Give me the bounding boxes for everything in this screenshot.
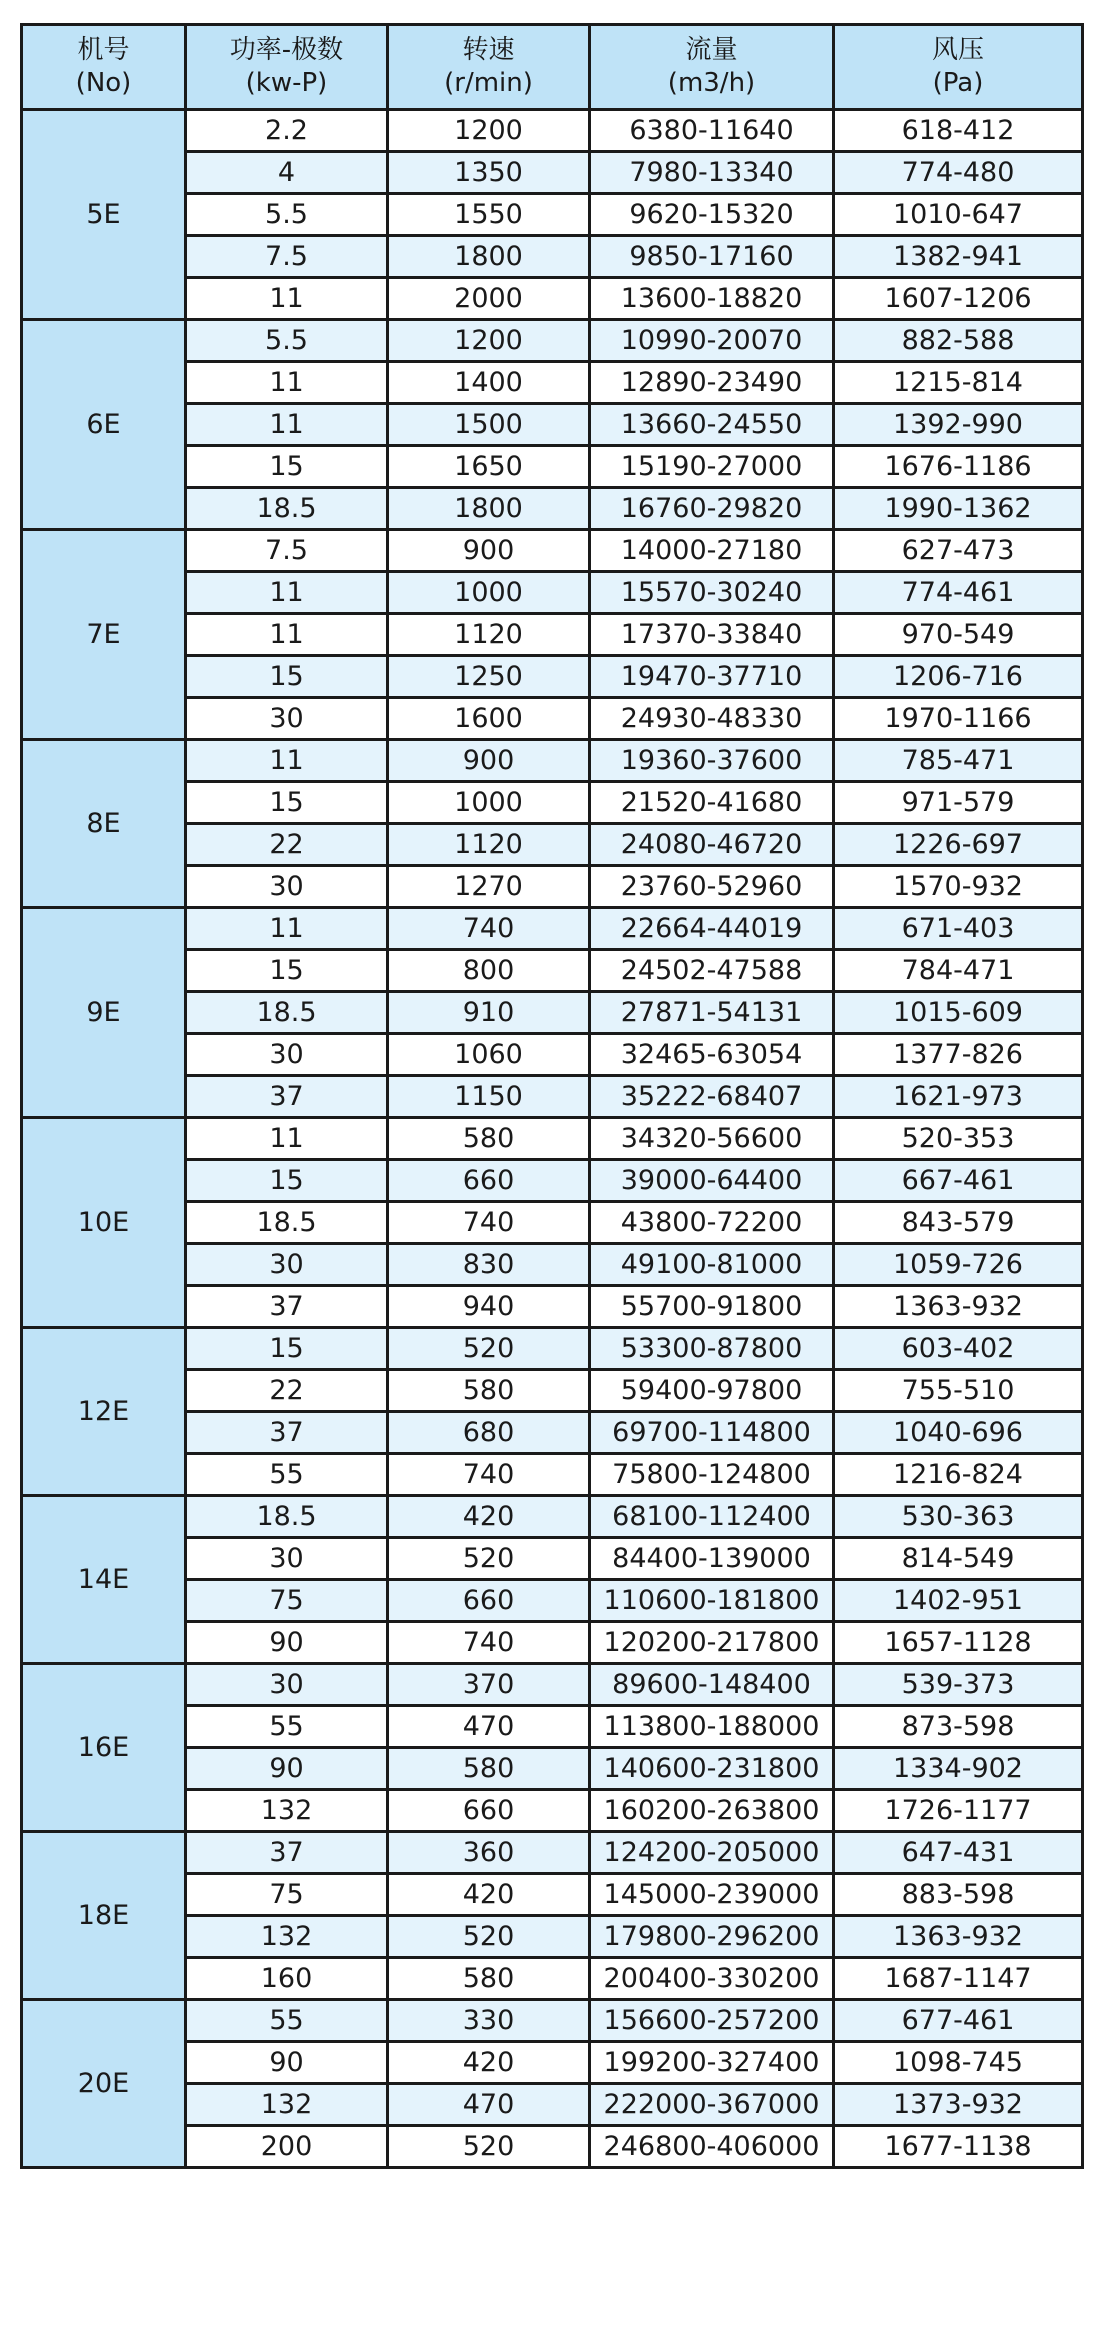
power-cell: 132 <box>186 1916 388 1958</box>
power-cell: 55 <box>186 1706 388 1748</box>
power-cell: 30 <box>186 1034 388 1076</box>
power-cell: 90 <box>186 1622 388 1664</box>
pressure-cell: 671-403 <box>834 908 1083 950</box>
pressure-cell: 1334-902 <box>834 1748 1083 1790</box>
power-cell: 11 <box>186 404 388 446</box>
power-cell: 11 <box>186 740 388 782</box>
speed-cell: 660 <box>388 1580 590 1622</box>
pressure-cell: 647-431 <box>834 1832 1083 1874</box>
speed-cell: 1400 <box>388 362 590 404</box>
pressure-cell: 883-598 <box>834 1874 1083 1916</box>
fan-spec-table <box>20 23 1084 2169</box>
speed-cell: 580 <box>388 1748 590 1790</box>
pressure-cell: 1382-941 <box>834 236 1083 278</box>
power-cell: 55 <box>186 1454 388 1496</box>
power-cell: 37 <box>186 1412 388 1454</box>
flow-cell: 89600-148400 <box>590 1664 834 1706</box>
flow-cell: 9850-17160 <box>590 236 834 278</box>
power-cell: 11 <box>186 614 388 656</box>
flow-cell: 17370-33840 <box>590 614 834 656</box>
pressure-cell: 755-510 <box>834 1370 1083 1412</box>
speed-cell: 520 <box>388 1328 590 1370</box>
flow-cell: 15570-30240 <box>590 572 834 614</box>
power-cell: 15 <box>186 1328 388 1370</box>
flow-cell: 19470-37710 <box>590 656 834 698</box>
power-cell: 37 <box>186 1286 388 1328</box>
header-speed-label: 转速 <box>462 35 515 65</box>
flow-cell: 24502-47588 <box>590 950 834 992</box>
pressure-cell: 603-402 <box>834 1328 1083 1370</box>
pressure-cell: 1402-951 <box>834 1580 1083 1622</box>
flow-cell: 35222-68407 <box>590 1076 834 1118</box>
flow-cell: 13600-18820 <box>590 278 834 320</box>
speed-cell: 520 <box>388 2126 590 2168</box>
speed-cell: 580 <box>388 1958 590 2000</box>
model-cell: 7E <box>22 530 186 740</box>
header-flow-label: 流量 <box>685 35 738 65</box>
table-row <box>22 530 1083 572</box>
pressure-cell: 784-471 <box>834 950 1083 992</box>
flow-cell: 124200-205000 <box>590 1832 834 1874</box>
table-row <box>22 2000 1083 2042</box>
speed-cell: 1200 <box>388 110 590 152</box>
power-cell: 37 <box>186 1076 388 1118</box>
pressure-cell: 1226-697 <box>834 824 1083 866</box>
speed-cell: 740 <box>388 1202 590 1244</box>
speed-cell: 660 <box>388 1790 590 1832</box>
flow-cell: 13660-24550 <box>590 404 834 446</box>
speed-cell: 520 <box>388 1538 590 1580</box>
pressure-cell: 1216-824 <box>834 1454 1083 1496</box>
speed-cell: 370 <box>388 1664 590 1706</box>
pressure-cell: 1206-716 <box>834 656 1083 698</box>
model-cell: 8E <box>22 740 186 908</box>
speed-cell: 360 <box>388 1832 590 1874</box>
power-cell: 15 <box>186 782 388 824</box>
header-model-unit: (No) <box>75 68 132 98</box>
speed-cell: 1270 <box>388 866 590 908</box>
power-cell: 11 <box>186 908 388 950</box>
pressure-cell: 1373-932 <box>834 2084 1083 2126</box>
power-cell: 75 <box>186 1580 388 1622</box>
flow-cell: 53300-87800 <box>590 1328 834 1370</box>
power-cell: 5.5 <box>186 194 388 236</box>
power-cell: 200 <box>186 2126 388 2168</box>
flow-cell: 49100-81000 <box>590 1244 834 1286</box>
header-model-label: 机号 <box>77 35 130 65</box>
power-cell: 55 <box>186 2000 388 2042</box>
pressure-cell: 677-461 <box>834 2000 1083 2042</box>
power-cell: 11 <box>186 362 388 404</box>
header-pressure-label: 风压 <box>931 35 984 65</box>
speed-cell: 900 <box>388 740 590 782</box>
header-flow <box>590 25 834 110</box>
model-cell: 9E <box>22 908 186 1118</box>
pressure-cell: 1059-726 <box>834 1244 1083 1286</box>
pressure-cell: 774-480 <box>834 152 1083 194</box>
power-cell: 18.5 <box>186 1496 388 1538</box>
pressure-cell: 1098-745 <box>834 2042 1083 2084</box>
speed-cell: 420 <box>388 1496 590 1538</box>
table-row <box>22 1118 1083 1160</box>
speed-cell: 1500 <box>388 404 590 446</box>
flow-cell: 32465-63054 <box>590 1034 834 1076</box>
pressure-cell: 520-353 <box>834 1118 1083 1160</box>
model-cell: 6E <box>22 320 186 530</box>
power-cell: 5.5 <box>186 320 388 362</box>
pressure-cell: 618-412 <box>834 110 1083 152</box>
flow-cell: 110600-181800 <box>590 1580 834 1622</box>
power-cell: 7.5 <box>186 530 388 572</box>
flow-cell: 27871-54131 <box>590 992 834 1034</box>
power-cell: 2.2 <box>186 110 388 152</box>
power-cell: 30 <box>186 866 388 908</box>
pressure-cell: 1726-1177 <box>834 1790 1083 1832</box>
pressure-cell: 1392-990 <box>834 404 1083 446</box>
pressure-cell: 1010-647 <box>834 194 1083 236</box>
speed-cell: 1000 <box>388 572 590 614</box>
pressure-cell: 530-363 <box>834 1496 1083 1538</box>
speed-cell: 520 <box>388 1916 590 1958</box>
speed-cell: 660 <box>388 1160 590 1202</box>
flow-cell: 10990-20070 <box>590 320 834 362</box>
speed-cell: 1250 <box>388 656 590 698</box>
pressure-cell: 873-598 <box>834 1706 1083 1748</box>
speed-cell: 940 <box>388 1286 590 1328</box>
power-cell: 75 <box>186 1874 388 1916</box>
speed-cell: 1060 <box>388 1034 590 1076</box>
pressure-cell: 785-471 <box>834 740 1083 782</box>
flow-cell: 15190-27000 <box>590 446 834 488</box>
flow-cell: 59400-97800 <box>590 1370 834 1412</box>
speed-cell: 680 <box>388 1412 590 1454</box>
speed-cell: 1650 <box>388 446 590 488</box>
power-cell: 18.5 <box>186 1202 388 1244</box>
speed-cell: 1120 <box>388 614 590 656</box>
flow-cell: 113800-188000 <box>590 1706 834 1748</box>
power-cell: 4 <box>186 152 388 194</box>
speed-cell: 1120 <box>388 824 590 866</box>
flow-cell: 69700-114800 <box>590 1412 834 1454</box>
flow-cell: 21520-41680 <box>590 782 834 824</box>
speed-cell: 420 <box>388 1874 590 1916</box>
power-cell: 37 <box>186 1832 388 1874</box>
pressure-cell: 1363-932 <box>834 1286 1083 1328</box>
pressure-cell: 814-549 <box>834 1538 1083 1580</box>
pressure-cell: 1677-1138 <box>834 2126 1083 2168</box>
power-cell: 132 <box>186 1790 388 1832</box>
table-row <box>22 1664 1083 1706</box>
flow-cell: 160200-263800 <box>590 1790 834 1832</box>
model-cell: 18E <box>22 1832 186 2000</box>
speed-cell: 740 <box>388 1622 590 1664</box>
header-speed <box>388 25 590 110</box>
flow-cell: 222000-367000 <box>590 2084 834 2126</box>
pressure-cell: 970-549 <box>834 614 1083 656</box>
flow-cell: 16760-29820 <box>590 488 834 530</box>
flow-cell: 24930-48330 <box>590 698 834 740</box>
power-cell: 30 <box>186 1244 388 1286</box>
table-row <box>22 1832 1083 1874</box>
power-cell: 15 <box>186 656 388 698</box>
header-power-label: 功率-极数 <box>229 35 344 65</box>
flow-cell: 55700-91800 <box>590 1286 834 1328</box>
table-row <box>22 740 1083 782</box>
header-row <box>22 25 1083 110</box>
flow-cell: 75800-124800 <box>590 1454 834 1496</box>
speed-cell: 1000 <box>388 782 590 824</box>
header-flow-unit: (m3/h) <box>667 68 756 98</box>
speed-cell: 740 <box>388 1454 590 1496</box>
flow-cell: 68100-112400 <box>590 1496 834 1538</box>
model-cell: 16E <box>22 1664 186 1832</box>
power-cell: 15 <box>186 446 388 488</box>
flow-cell: 145000-239000 <box>590 1874 834 1916</box>
pressure-cell: 882-588 <box>834 320 1083 362</box>
header-power <box>186 25 388 110</box>
pressure-cell: 1621-973 <box>834 1076 1083 1118</box>
flow-cell: 179800-296200 <box>590 1916 834 1958</box>
speed-cell: 2000 <box>388 278 590 320</box>
model-cell: 10E <box>22 1118 186 1328</box>
pressure-cell: 627-473 <box>834 530 1083 572</box>
speed-cell: 740 <box>388 908 590 950</box>
header-pressure-unit: (Pa) <box>932 68 984 98</box>
pressure-cell: 1676-1186 <box>834 446 1083 488</box>
flow-cell: 200400-330200 <box>590 1958 834 2000</box>
speed-cell: 580 <box>388 1118 590 1160</box>
flow-cell: 19360-37600 <box>590 740 834 782</box>
flow-cell: 84400-139000 <box>590 1538 834 1580</box>
flow-cell: 12890-23490 <box>590 362 834 404</box>
pressure-cell: 1015-609 <box>834 992 1083 1034</box>
flow-cell: 140600-231800 <box>590 1748 834 1790</box>
power-cell: 7.5 <box>186 236 388 278</box>
power-cell: 90 <box>186 1748 388 1790</box>
flow-cell: 120200-217800 <box>590 1622 834 1664</box>
flow-cell: 7980-13340 <box>590 152 834 194</box>
table-row <box>22 1496 1083 1538</box>
pressure-cell: 1377-826 <box>834 1034 1083 1076</box>
pressure-cell: 1215-814 <box>834 362 1083 404</box>
power-cell: 11 <box>186 1118 388 1160</box>
power-cell: 132 <box>186 2084 388 2126</box>
power-cell: 18.5 <box>186 992 388 1034</box>
table-row <box>22 908 1083 950</box>
flow-cell: 23760-52960 <box>590 866 834 908</box>
power-cell: 30 <box>186 1538 388 1580</box>
flow-cell: 39000-64400 <box>590 1160 834 1202</box>
power-cell: 15 <box>186 950 388 992</box>
pressure-cell: 539-373 <box>834 1664 1083 1706</box>
speed-cell: 420 <box>388 2042 590 2084</box>
pressure-cell: 1570-932 <box>834 866 1083 908</box>
speed-cell: 580 <box>388 1370 590 1412</box>
speed-cell: 1150 <box>388 1076 590 1118</box>
flow-cell: 156600-257200 <box>590 2000 834 2042</box>
power-cell: 30 <box>186 698 388 740</box>
speed-cell: 1200 <box>388 320 590 362</box>
speed-cell: 800 <box>388 950 590 992</box>
table-row <box>22 110 1083 152</box>
flow-cell: 199200-327400 <box>590 2042 834 2084</box>
header-pressure <box>834 25 1083 110</box>
pressure-cell: 667-461 <box>834 1160 1083 1202</box>
speed-cell: 470 <box>388 2084 590 2126</box>
table-row <box>22 1328 1083 1370</box>
pressure-cell: 843-579 <box>834 1202 1083 1244</box>
power-cell: 11 <box>186 278 388 320</box>
speed-cell: 1600 <box>388 698 590 740</box>
header-model <box>22 25 186 110</box>
flow-cell: 9620-15320 <box>590 194 834 236</box>
flow-cell: 6380-11640 <box>590 110 834 152</box>
flow-cell: 43800-72200 <box>590 1202 834 1244</box>
header-power-unit: (kw-P) <box>245 68 328 98</box>
table-body <box>22 110 1083 2168</box>
flow-cell: 24080-46720 <box>590 824 834 866</box>
power-cell: 18.5 <box>186 488 388 530</box>
model-cell: 14E <box>22 1496 186 1664</box>
flow-cell: 14000-27180 <box>590 530 834 572</box>
power-cell: 15 <box>186 1160 388 1202</box>
speed-cell: 900 <box>388 530 590 572</box>
power-cell: 160 <box>186 1958 388 2000</box>
table-row <box>22 320 1083 362</box>
header-speed-unit: (r/min) <box>444 68 533 98</box>
table-header <box>22 25 1083 110</box>
speed-cell: 1350 <box>388 152 590 194</box>
pressure-cell: 1363-932 <box>834 1916 1083 1958</box>
pressure-cell: 971-579 <box>834 782 1083 824</box>
power-cell: 30 <box>186 1664 388 1706</box>
flow-cell: 246800-406000 <box>590 2126 834 2168</box>
pressure-cell: 1990-1362 <box>834 488 1083 530</box>
pressure-cell: 1040-696 <box>834 1412 1083 1454</box>
pressure-cell: 1687-1147 <box>834 1958 1083 2000</box>
flow-cell: 34320-56600 <box>590 1118 834 1160</box>
pressure-cell: 774-461 <box>834 572 1083 614</box>
model-cell: 20E <box>22 2000 186 2168</box>
pressure-cell: 1970-1166 <box>834 698 1083 740</box>
flow-cell: 22664-44019 <box>590 908 834 950</box>
speed-cell: 1800 <box>388 236 590 278</box>
speed-cell: 1550 <box>388 194 590 236</box>
speed-cell: 830 <box>388 1244 590 1286</box>
speed-cell: 910 <box>388 992 590 1034</box>
model-cell: 12E <box>22 1328 186 1496</box>
model-cell: 5E <box>22 110 186 320</box>
speed-cell: 330 <box>388 2000 590 2042</box>
pressure-cell: 1657-1128 <box>834 1622 1083 1664</box>
power-cell: 11 <box>186 572 388 614</box>
power-cell: 22 <box>186 1370 388 1412</box>
power-cell: 90 <box>186 2042 388 2084</box>
speed-cell: 1800 <box>388 488 590 530</box>
pressure-cell: 1607-1206 <box>834 278 1083 320</box>
power-cell: 22 <box>186 824 388 866</box>
speed-cell: 470 <box>388 1706 590 1748</box>
